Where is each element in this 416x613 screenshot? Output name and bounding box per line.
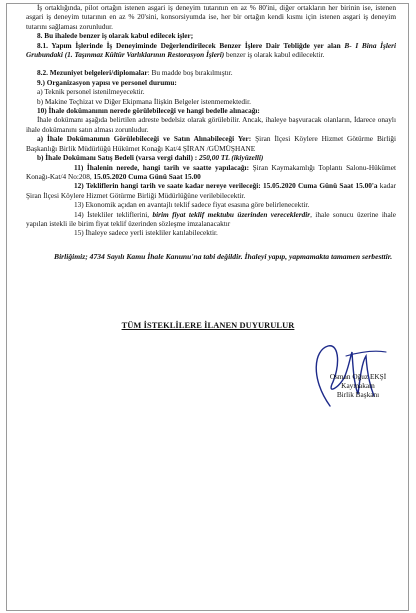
section-14-tail: , ihale sonucu üzerine ihale yapılan istekli ile birim fiyat teklif üzerinden sözleşme imzalanacaktır — [26, 209, 396, 228]
signatory-name: Osman Oğuz EKŞİ — [329, 372, 387, 381]
section-10-a-label: a) İhale Dokümanının Görülebileceği ve Satın Alınabileceği Yer: — [37, 134, 252, 144]
section-8-2 — [26, 68, 396, 77]
section-8-1 — [26, 41, 396, 60]
signatory-title-2: Birlik Başkanı — [336, 390, 380, 400]
section-14-lead: 14) İstekliler tekliflerini, — [74, 209, 153, 219]
section-10-b — [26, 153, 396, 162]
section-12-label: 12) Tekliflerin hangi tarih ve saate kadar nereye verileceği: 15.05.2020 Cuma Günü Saat 15.00'a — [74, 181, 378, 191]
section-11-value: Şiran Kaymakamlığı Toplantı Salonu-Hükümet Konağı-Kat/4 No:208, — [26, 162, 396, 181]
section-8-title: 8. Bu ihalede benzer iş olarak kabul edilecek işler; — [37, 31, 194, 41]
section-10-text: İhale dokümanı aşağıda belirtilen adreste bedelsiz olarak görülebilir. Ancak, ihaleye başvuracak olanların, İdarece onaylı ihale dokümanını satın alması zorunludur. — [26, 115, 396, 134]
footer-note-block — [6, 252, 404, 262]
joint-venture-paragraph: İş ortaklığında, pilot ortağın istenen asgari iş deneyim tutarının en az % 80'ini, diğer ortakların her birinin ise, istenen asgari iş deneyim tutarının en az % 20'sini, konsorsiyumda ise, her bir ortağın kendi kısmı için istenen asgari iş deneyim tutarını sağlaması zorunludur. — [26, 3, 396, 31]
section-8-1-tail: benzer iş olarak kabul edilecektir. — [224, 50, 325, 60]
section-10-b-label: b) İhale Dokümanı Satış Bedeli (varsa vergi dahil) : — [37, 153, 198, 163]
section-9-a: a) Teknik personel istenilmeyecektir. — [37, 87, 145, 97]
section-10-a-value: Şiran İlçesi Köylere Hizmet Götürme Birliği Başkanlığı Birlik Müdürlüğü Hükümet Konağı Kat/4 ŞİRAN /GÜMÜŞHANE — [26, 134, 396, 153]
section-8-2-label: 8.2. Mezuniyet belgeleri/diplomalar — [37, 68, 148, 78]
section-9-b: b) Makine Teçhizat ve Diğer Ekipmana İlişkin Belgeler istenmemektedir. — [37, 96, 251, 106]
section-14 — [26, 210, 396, 229]
document-body — [26, 3, 396, 238]
section-9-title: 9.) Organizasyon yapısı ve personel durumu: — [37, 77, 177, 87]
section-11-date: 15.05.2020 Cuma Günü Saat 15.00 — [93, 171, 201, 181]
section-12-value: kadar Şiran İlçesi Köylere Hizmet Götürme Birliği Müdürlüğüne verilebilecektir. — [26, 181, 396, 200]
section-10-title: 10) İhale dokümanının nerede görülebileceği ve hangi bedelle alınacağı: — [37, 106, 260, 116]
section-8-2-value: : Bu madde boş bırakılmıştır. — [147, 68, 233, 78]
section-8-1-group: B- I Bina İşleri Grubundaki (1. Taşınmaz Kültür Varlıklarının Restorasyon İşleri) — [26, 40, 396, 60]
section-15: 15) İhaleye sadece yerli istekliler katılabilecektir. — [74, 228, 218, 238]
section-10-b-value: 250,00 TL (ikiyüzelli) — [197, 153, 264, 163]
public-notice-heading: TÜM İSTEKLİLERE İLANEN DUYURULUR — [121, 321, 295, 330]
section-12 — [26, 181, 396, 200]
signature-block — [318, 372, 398, 400]
section-10-a — [26, 134, 396, 153]
section-14-emphasis: birim fiyat teklif mektubu üzerinden vereceklerdir — [152, 209, 311, 219]
section-13: 13) Ekonomik açıdan en avantajlı teklif sadece fiyat esasına göre belirlenecektir. — [74, 200, 310, 210]
section-11 — [26, 163, 396, 182]
signatory-title-1: Kaymakam — [341, 381, 375, 391]
section-11-label: 11) İhalenin nerede, hangi tarih ve saatte yapılacağı: — [74, 162, 250, 172]
section-8-1-lead: 8.1. Yapım İşlerinde İş Deneyiminde Değerlendirilecek Benzer İşlere Dair Tebliğde yer alan — [37, 40, 345, 50]
footer-note: Birliğimiz; 4734 Sayılı Kamu İhale Kanunu'na tabi değildir. İhaleyi yapıp, yapmamakta tamamen serbesttir. — [54, 252, 393, 261]
